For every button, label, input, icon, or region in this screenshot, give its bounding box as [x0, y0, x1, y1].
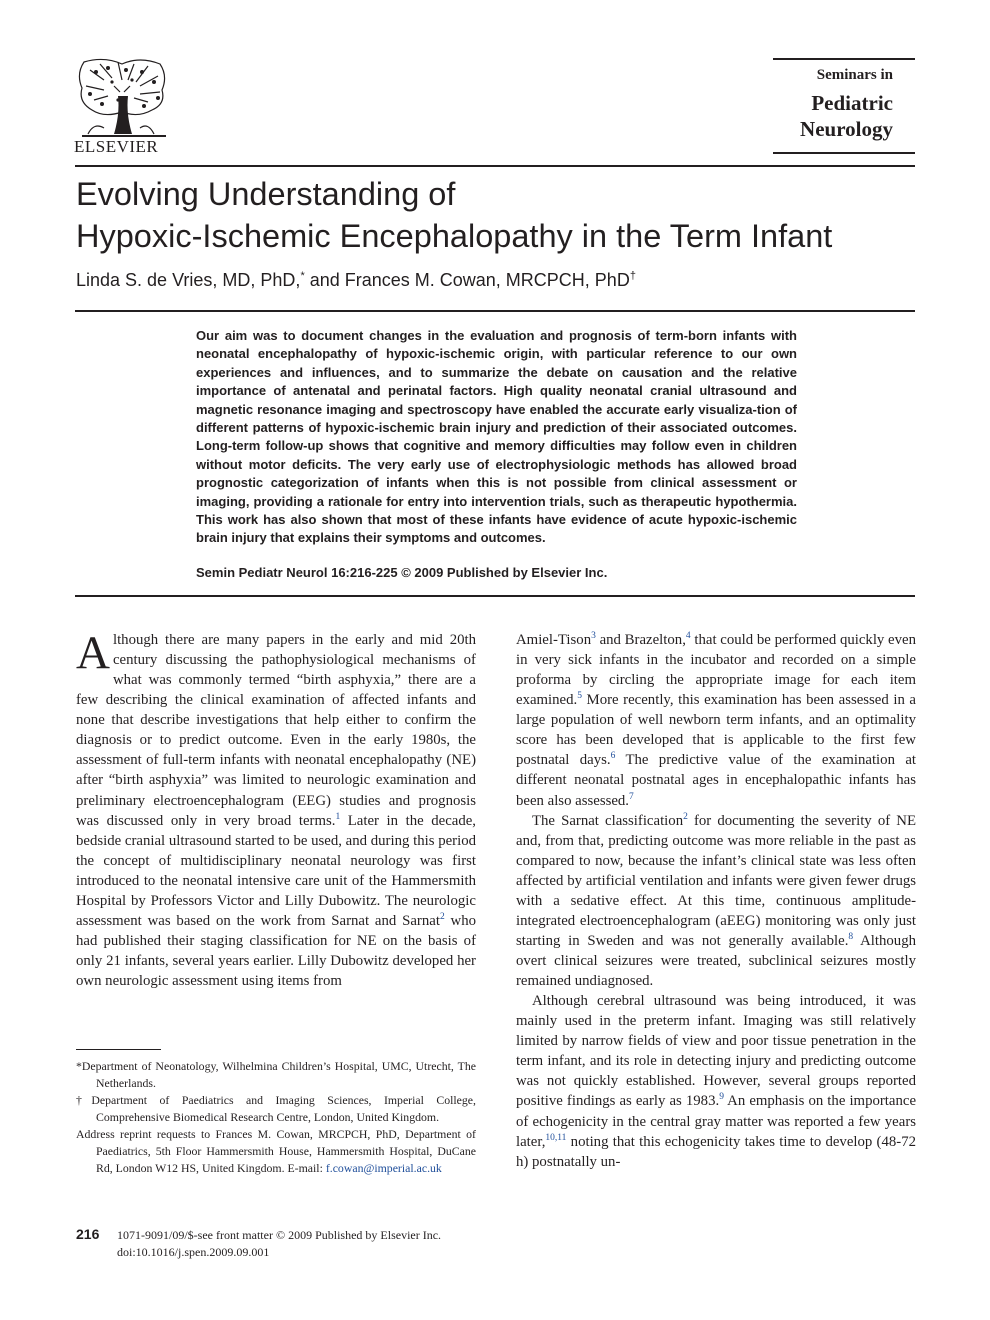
reference-link[interactable]: 6	[610, 751, 616, 762]
header-rule	[75, 165, 915, 167]
footnote-correspondence	[76, 1126, 476, 1177]
reference-link[interactable]: 2	[439, 911, 445, 922]
abstract-rule	[75, 595, 915, 597]
footnotes	[76, 1058, 476, 1177]
issn-line: 1071-9091/09/$-see front matter © 2009 Published by Elsevier Inc.	[117, 1228, 442, 1242]
footnote-affiliation-2: †Department of Paediatrics and Imaging Sciences, Imperial College, Comprehensive Biomedical Research Centre, London, United Kingdom.	[76, 1093, 476, 1124]
author-1-affiliation-mark: *	[300, 270, 305, 282]
author-list	[76, 270, 936, 291]
paragraph	[516, 630, 916, 811]
correspondence-text: Address reprint requests to Frances M. Cowan, MRCPCH, PhD, Department of Paediatrics, 5th Floor Hammersmith House, Hammersmith Hospital, DuCane Rd, London W12 HS, United Kingdom. E-mail:	[76, 1127, 476, 1175]
text-run: Although overt clinical seizures were treated, subclinical seizures mostly remained undiagnosed.	[516, 932, 916, 990]
author-1: Linda S. de Vries, MD, PhD,	[76, 270, 301, 290]
journal-title-main	[773, 90, 893, 142]
footnote-affiliation-1: *Department of Neonatology, Wilhelmina Children’s Hospital, UMC, Utrecht, The Netherlands.	[76, 1059, 476, 1090]
email-link[interactable]: f.cowan@imperial.ac.uk	[325, 1161, 442, 1175]
author-2: and Frances M. Cowan, MRCPCH, PhD	[304, 270, 630, 290]
reference-link[interactable]: 8	[848, 931, 854, 942]
text-run: for documenting the severity of NE and, from that, predicting outcome was more reliable in the past as compared to now, because the infant’s clinical state was less often affected by artificial ventilation and infants were given fewer drugs with a sedative effect. At this time, continuous amplitude-integrated electroencephalogram (aEEG) monitoring was only just starting in Sweden and was not generally available.	[516, 812, 916, 949]
article-title	[76, 173, 936, 257]
doi-line[interactable]: doi:10.1016/j.spen.2009.09.001	[117, 1245, 270, 1259]
paragraph	[516, 991, 916, 1172]
text-run: Although cerebral ultrasound was being introduced, it was mainly used in the preterm infant. Imaging was still relatively limited by narrow fields of view and poor tissue penetration in the term infant, and its role in detecting injury and predicting outcome was not quickly established. However, several groups reported positive findings as early as 1983.	[516, 993, 916, 1110]
text-run: The Sarnat classification	[532, 812, 684, 829]
reference-link[interactable]: 5	[577, 691, 582, 702]
paragraph	[516, 811, 916, 992]
reference-link[interactable]: 10,11	[545, 1132, 567, 1143]
title-line2: Hypoxic-Ischemic Encephalopathy in the Term Infant	[76, 218, 833, 254]
journal-masthead	[773, 58, 915, 154]
reference-link[interactable]: 2	[683, 811, 688, 822]
journal-title-line3: Neurology	[800, 117, 893, 141]
text-run: The predictive value of the examination at different neonatal postnatal ages in encephalopathic infants has been also assessed.	[516, 752, 916, 809]
page-number: 216	[76, 1226, 100, 1242]
reference-link[interactable]: 7	[629, 791, 634, 802]
footer-info	[117, 1227, 517, 1261]
title-rule	[75, 310, 915, 312]
text-run: Later in the decade, bedside cranial ultrasound started to be used, and during this period the concept of multidisciplinary neonatal neurology was first introduced to the neonatal intensive care unit of the Hammersmith Hospital by Professors Victor and Lilly Dubowitz. The neurologic assessment was based on the work from Sarnat and Sarnat	[76, 812, 476, 929]
drop-cap: A	[76, 627, 110, 679]
text-run: More recently, this examination has been assessed in a large population of well newborn term infants, and an optimality score has been developed that is applicable to the first few postnatal days.	[516, 692, 916, 769]
publisher-name: ELSEVIER	[74, 137, 159, 156]
journal-title-line2: Pediatric	[811, 91, 893, 115]
text-run: An emphasis on the importance of echogenicity in the central gray matter was reported a few years later,	[516, 1093, 917, 1150]
reference-link[interactable]: 4	[685, 631, 691, 641]
footnote-rule	[76, 1049, 161, 1050]
title-line1: Evolving Understanding of	[76, 176, 456, 212]
text-run: and Brazelton,	[595, 632, 686, 648]
reference-link[interactable]: 9	[719, 1092, 724, 1103]
text-run: that could be performed quickly even in very sick infants in the incubator and recorded on a simple proforma by circling the appropriate image for each item examined.	[516, 632, 916, 709]
masthead-bottom-rule	[773, 152, 915, 154]
text-run: who had published their staging classification for NE on the basis of only 21 infants, several years earlier. Lilly Dubowitz developed her own neurologic assessment using items from	[76, 912, 476, 990]
text-run: Amiel-Tison	[516, 632, 592, 648]
paragraph	[76, 627, 476, 991]
text-run: lthough there are many papers in the early and mid 20th century discussing the pathophysiological mechanisms of what was commonly termed “birth asphyxia,” there are a few describing the clinical examination of affected infants and none that describe investigations that help either to confirm the diagnosis or to predict outcome. Even in the early 1980s, the assessment of full-term infants with neonatal encephalopathy (NE) after “birth asphyxia” was limited to neurologic examination and preliminary electroencephalogram (EEG) studies and prognosis was discussed only in very broad terms.	[76, 632, 476, 829]
body-column-right	[516, 630, 916, 1172]
citation-line: Semin Pediatr Neurol 16:216-225 © 2009 Published by Elsevier Inc.	[196, 565, 608, 580]
abstract-text: Our aim was to document changes in the evaluation and prognosis of term-born infants with neonatal encephalopathy of hypoxic-ischemic origin, with particular reference to our own experiences and influences, and to summarize the debate on causation and the relative importance of antenatal and perinatal factors. High quality neonatal cranial ultrasound and magnetic resonance imaging and spectroscopy have enabled the accurate early visualiza-tion of different patterns of hypoxic-ischemic brain injury and prediction of their associated outcomes. Long-term follow-up shows that cognitive and memory difficulties may follow even in children without motor deficits. The very early use of electrophysiologic methods has allowed broad prognostic categorization of infants when this is not possible from clinical assessment or imaging, providing a rationale for entry into intervention trials, such as therapeutic hypothermia. This work has also shown that most of these infants have evidence of acute hypoxic-ischemic brain injury that explains their symptoms and outcomes.	[196, 328, 797, 546]
text-run: noting that this echogenicity takes time to develop (48-72 h) postnatally un-	[516, 1133, 916, 1170]
body-column-left	[76, 627, 476, 991]
author-2-affiliation-mark: †	[629, 270, 636, 282]
reference-link[interactable]: 3	[591, 631, 596, 641]
masthead-top-rule	[773, 58, 915, 60]
journal-title-line1: Seminars in	[816, 67, 893, 83]
reference-link[interactable]: 1	[335, 811, 341, 822]
